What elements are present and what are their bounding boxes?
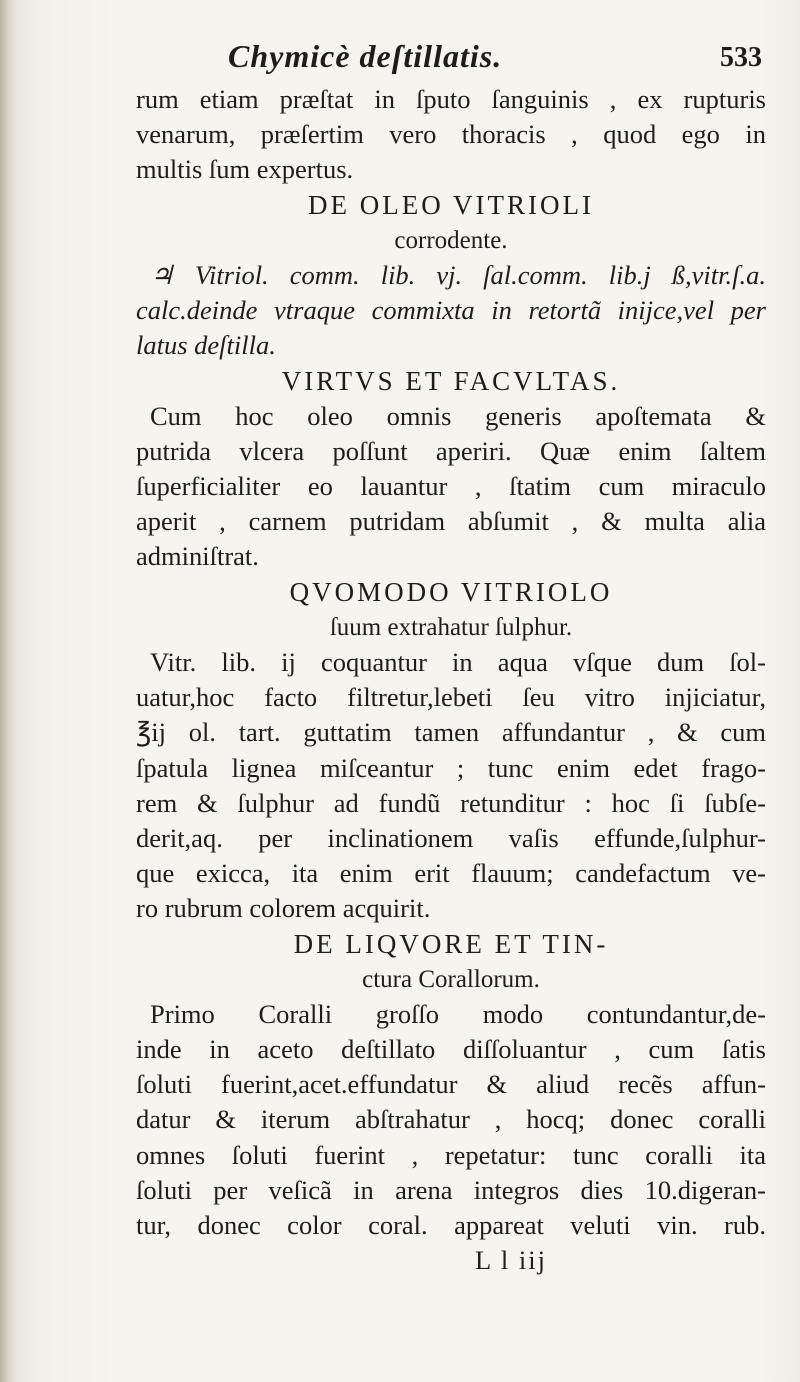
text-line: ſoluti per veſicã in arena integros dies 10.digeran- xyxy=(136,1174,766,1205)
recipe-line: calc.deinde vtraque commixta in retortã inijce,vel per xyxy=(136,295,766,326)
text-line: ſuperficialiter eo lauantur , ſtatim cum miraculo xyxy=(136,471,766,502)
text-line: uatur,hoc facto filtretur,lebeti ſeu vitro injiciatur, xyxy=(136,682,766,713)
text-line: Primo Coralli groſſo modo contundantur,de- xyxy=(150,998,766,1029)
section-subheading: ſuum extrahatur ſulphur. xyxy=(329,613,573,641)
section-heading: DE OLEO VITRIOLI xyxy=(308,189,594,220)
text-line: que exicca, ita enim erit flauum; candefactum ve- xyxy=(136,858,766,889)
text-line: omnes ſoluti fuerint , repetatur: tunc coralli ita xyxy=(136,1139,766,1170)
running-head xyxy=(112,32,778,78)
text-line: tur, donec color coral. appareat veluti vin. rub. xyxy=(136,1210,766,1240)
recipe-line: ♃ Vitriol. comm. lib. vj. ſal.comm. lib.j ß,vitr.ſ.a. xyxy=(150,259,766,290)
text-line: inde in aceto deſtillato diſſoluantur , cum ſatis xyxy=(136,1034,766,1065)
page-gutter-shadow xyxy=(0,0,16,1382)
text-line: derit,aq. per inclinationem vaſis effunde,ſulphur- xyxy=(136,822,766,853)
text-line: Cum hoc oleo omnis generis apoſtemata & xyxy=(150,400,766,431)
text-line: putrida vlcera poſſunt aperiri. Quæ enim ſaltem xyxy=(136,435,766,466)
text-line: ro rubrum colorem acquirit. xyxy=(136,893,431,924)
text-line: datur & iterum abſtrahatur , hocq; donec coralli xyxy=(136,1104,766,1135)
text-line: ſpatula lignea miſceantur ; tunc enim edet frago- xyxy=(136,752,766,783)
text-line: aperit , carnem putridam abſumit , & multa alia xyxy=(136,506,766,537)
section-subheading: ctura Corallorum. xyxy=(362,965,540,993)
text-line: ℥ij ol. tart. guttatim tamen affundantur , & cum xyxy=(136,717,766,748)
text-line: ſoluti fuerint,acet.effundatur & aliud recẽs affun- xyxy=(136,1069,766,1100)
section-heading: QVOMODO VITRIOLO xyxy=(289,576,613,607)
text-line: adminiſtrat. xyxy=(136,541,259,572)
text-line: rem & ſulphur ad fundũ retunditur : hoc ſi ſubſe- xyxy=(136,787,766,818)
running-title: Chymicè deſtillatis. xyxy=(228,38,503,74)
section-subheading: corrodente. xyxy=(394,226,508,254)
text-line: Vitr. lib. ij coquantur in aqua vſque dum ſol- xyxy=(150,647,766,677)
body-text xyxy=(136,82,766,1278)
text-line: rum etiam præſtat in ſputo ſanguinis , ex rupturis xyxy=(136,84,766,114)
signature-mark: L l iij xyxy=(475,1245,547,1276)
section-heading: VIRTVS ET FACVLTAS. xyxy=(281,365,621,396)
recipe-line: latus deſtilla. xyxy=(136,330,276,361)
page-number: 533 xyxy=(720,42,762,73)
section-heading: DE LIQVORE ET TIN- xyxy=(293,928,609,959)
text-line: venarum, præſertim vero thoracis , quod ego in xyxy=(136,119,766,150)
text-line: multis ſum expertus. xyxy=(136,154,354,185)
